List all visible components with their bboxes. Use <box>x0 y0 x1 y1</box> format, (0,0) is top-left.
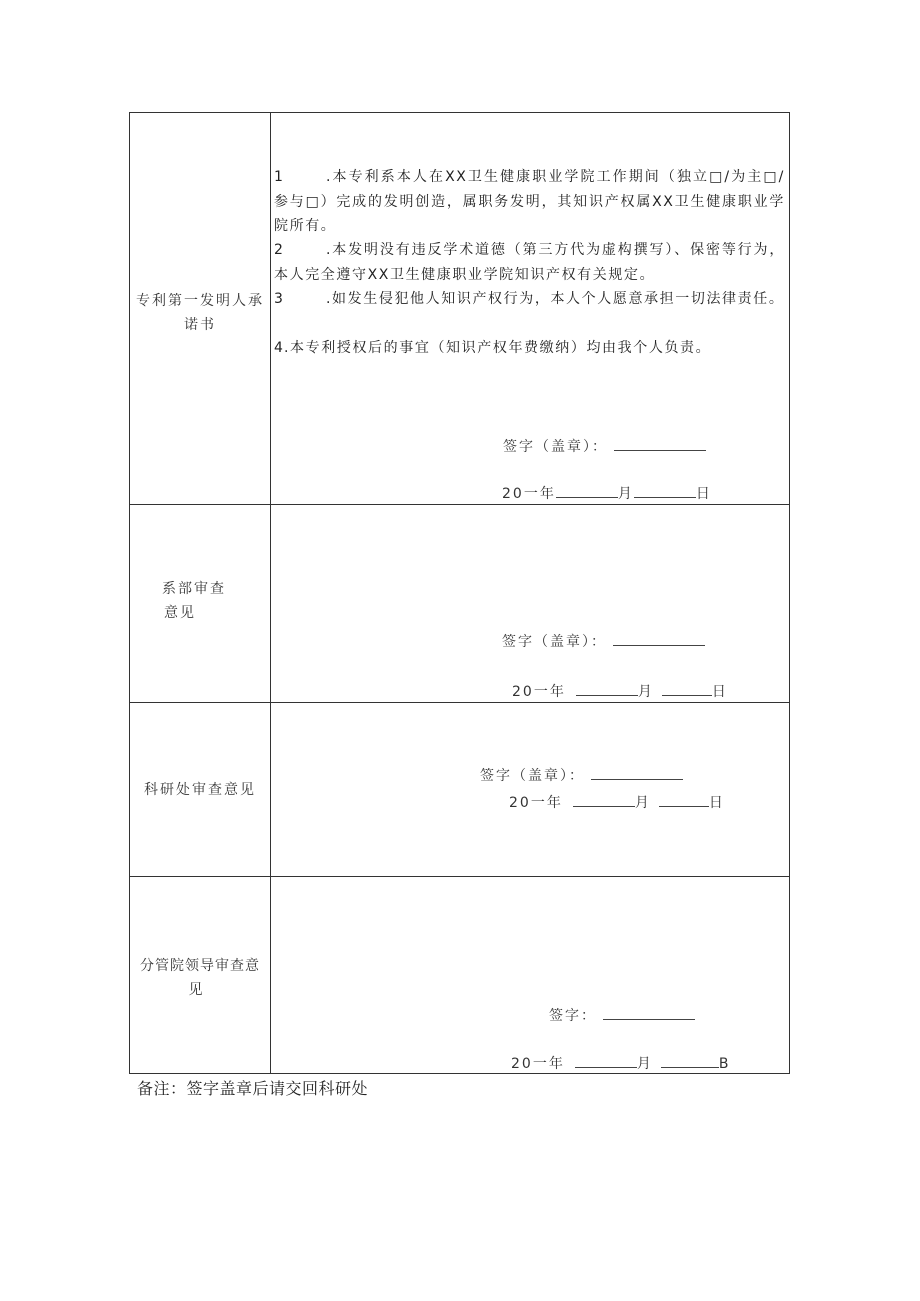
inventor-signature-line: 签字（盖章）： <box>503 436 706 457</box>
month-blank[interactable] <box>556 483 618 498</box>
day-blank[interactable] <box>661 1053 719 1068</box>
signature-blank[interactable] <box>614 436 706 451</box>
department-date-line: 20一年 月 日 <box>512 681 728 702</box>
signature-blank[interactable] <box>603 1005 695 1020</box>
inventor-pledge-label: 专利第一发明人承诺书 <box>136 293 264 333</box>
leader-date-line: 20一年 月 B <box>511 1053 730 1074</box>
department-review-content <box>271 505 789 702</box>
research-office-review-content <box>271 703 789 876</box>
department-review-label: 系部审查 意见 <box>162 581 226 621</box>
pledge-clause-1: 1 .本专利系本人在XX卫生健康职业学院工作期间（独立□/为主□/参与□）完成的发明创造，属职务发明，其知识产权属XX卫生健康职业学院所有。 <box>274 169 785 234</box>
pledge-clause-3: 3 .如发生侵犯他人知识产权行为，本人个人愿意承担一切法律责任。 <box>274 291 785 307</box>
pledge-clause-2: 2 .本发明没有违反学术道德（第三方代为虚构撰写）、保密等行为，本人完全遵守XX卫生健康职业学院知识产权有关规定。 <box>274 242 785 283</box>
footnote: 备注：签字盖章后请交回科研处 <box>137 1079 369 1098</box>
month-blank[interactable] <box>575 1053 637 1068</box>
research-date-line: 20一年 月 日 <box>509 792 725 813</box>
month-blank[interactable] <box>576 681 638 696</box>
pledge-clause-4: 4.本专利授权后的事宜（知识产权年费缴纳）均由我个人负责。 <box>274 340 712 356</box>
approval-form <box>129 112 790 1074</box>
leader-signature-line: 签字： <box>549 1005 695 1026</box>
leader-review-label: 分管院领导审查意 见 <box>140 958 260 998</box>
department-signature-line: 签字（盖章）： <box>502 631 705 652</box>
inventor-pledge-content <box>271 113 789 504</box>
research-signature-line: 签字（盖章）： <box>480 765 683 786</box>
day-blank[interactable] <box>662 681 712 696</box>
leader-review-content <box>271 877 789 1074</box>
signature-blank[interactable] <box>591 765 683 780</box>
research-office-review-label: 科研处审查意见 <box>144 782 256 798</box>
day-blank[interactable] <box>634 483 696 498</box>
inventor-date-line: 20一年 月 日 <box>502 483 712 504</box>
day-blank[interactable] <box>659 792 709 807</box>
month-blank[interactable] <box>573 792 635 807</box>
signature-blank[interactable] <box>613 631 705 646</box>
